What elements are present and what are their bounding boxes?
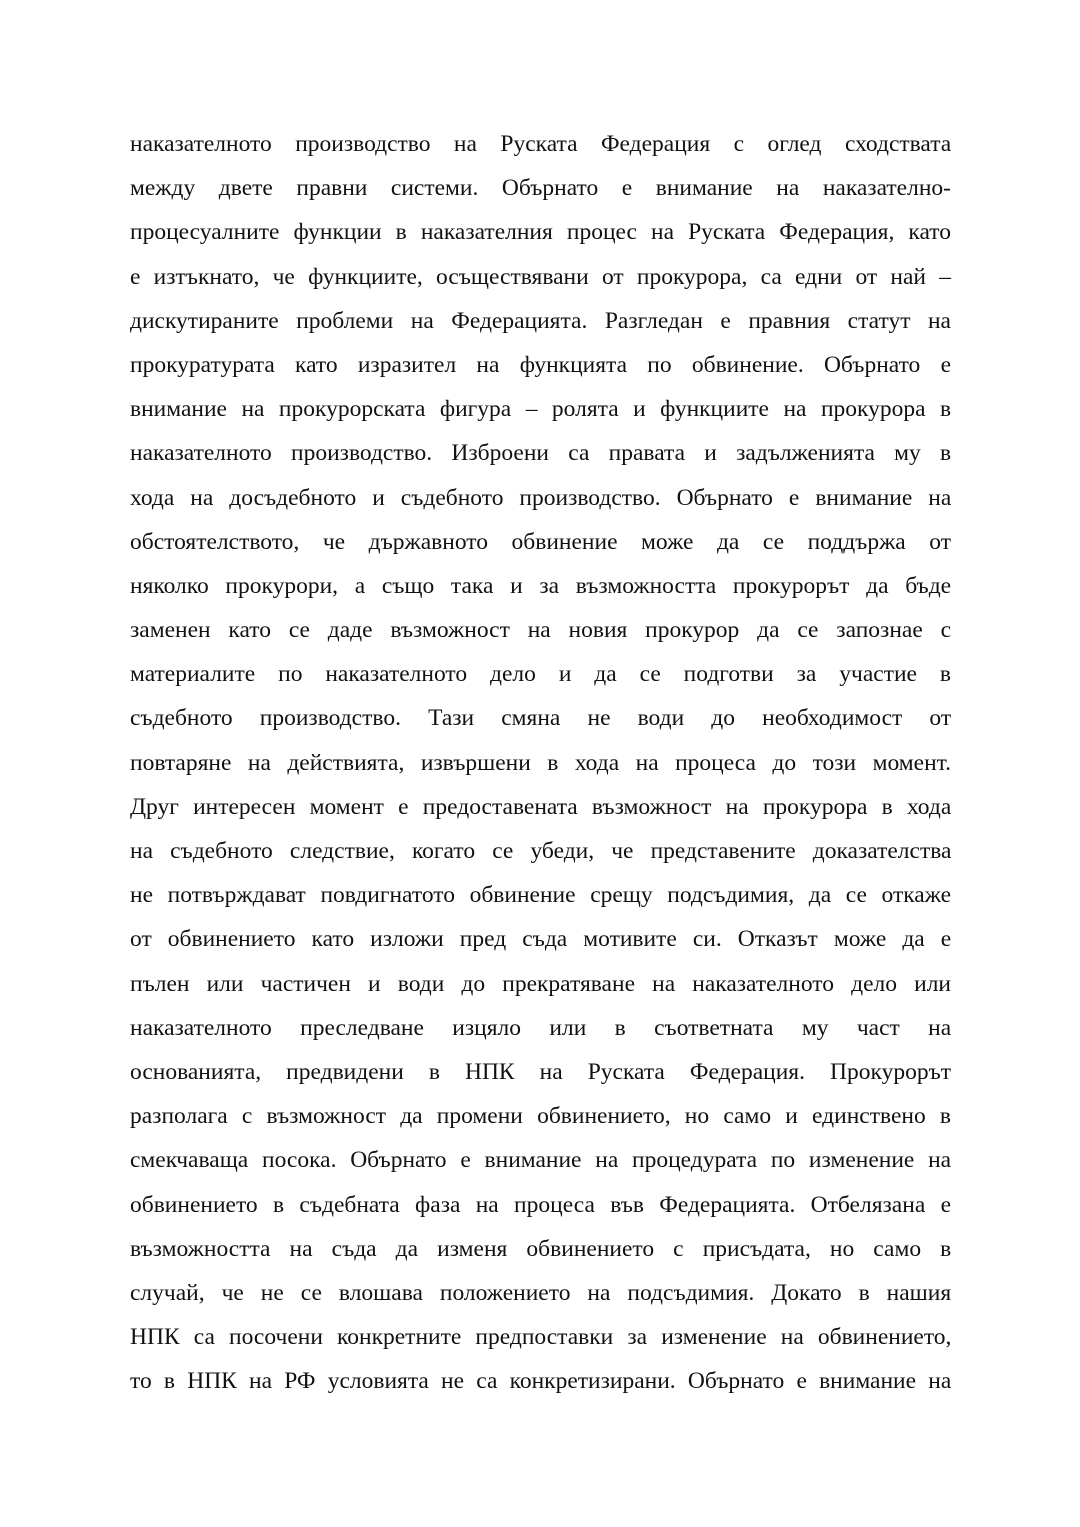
text-line: между двете правни системи. Обърнато е внимание на наказателно- [130,175,951,202]
text-line: внимание на прокурорската фигура – ролята и функциите на прокурора в [130,396,952,423]
text-line: обвинението в съдебната фаза на процеса във Федерацията. Отбелязана е [130,1191,951,1218]
text-line: повтаряне на действията, извършени в хода на процеса до този момент. [130,749,952,776]
text-line: пълен или частичен и води до прекратяване на наказателното дело или [130,970,951,997]
text-line: от обвинението като изложи пред съда мотивите си. Отказът може да е [130,926,952,953]
body-paragraph [130,122,951,1403]
text-line: Друг интересен момент е предоставената възможност на прокурора в хода [130,793,952,820]
text-line: наказателното производство. Изброени са правата и задълженията му в [130,440,952,467]
text-line: обстоятелството, че държавното обвинение може да се поддържа от [130,528,951,555]
text-line: няколко прокурори, а също така и за възможността прокурорът да бъде [130,572,952,599]
text-line: основанията, предвидени в НПК на Руската Федерация. Прокурорът [130,1058,951,1085]
text-line: случай, че не се влошава положението на подсъдимия. Докато в нашия [130,1279,952,1306]
text-line: възможността на съда да изменя обвинението с присъдата, но само в [130,1235,952,1262]
text-line: то в НПК на РФ условията не са конкретизирани. Обърнато е внимание на [130,1368,952,1395]
text-line: дискутираните проблеми на Федерацията. Разгледан е правния статут на [130,307,951,334]
text-line: наказателното производство на Руската Федерация с оглед сходствата [130,131,952,157]
text-line: разполага с възможност да промени обвинението, но само и единствено в [130,1103,951,1130]
text-line: смекчаваща посока. Обърнато е внимание на процедурата по изменение на [130,1147,952,1174]
text-line: заменен като се даде възможност на новия прокурор да се запознае с [130,617,951,644]
text-line: процесуалните функции в наказателния процес на Руската Федерация, като [130,219,951,246]
text-line: хода на досъдебното и съдебното производство. Обърнато е внимание на [130,484,952,511]
text-line: не потвърждават повдигнатото обвинение срещу подсъдимия, да се откаже [130,882,952,909]
text-line: прокуратурата като изразител на функцията по обвинение. Обърнато е [130,351,951,378]
text-line: материалите по наказателното дело и да се подготви за участие в [130,661,951,688]
text-line: е изтъкнато, че функциите, осъществявани от прокурора, са едни от най – [130,263,951,290]
text-line: НПК са посочени конкретните предпоставки за изменение на обвинението, [130,1324,952,1351]
text-line: наказателното преследване изцяло или в съответната му част на [130,1014,952,1041]
text-line: на съдебното следствие, когато се убеди, че представените доказателства [130,838,952,864]
text-line: съдебното производство. Тази смяна не води до необходимост от [130,705,952,732]
